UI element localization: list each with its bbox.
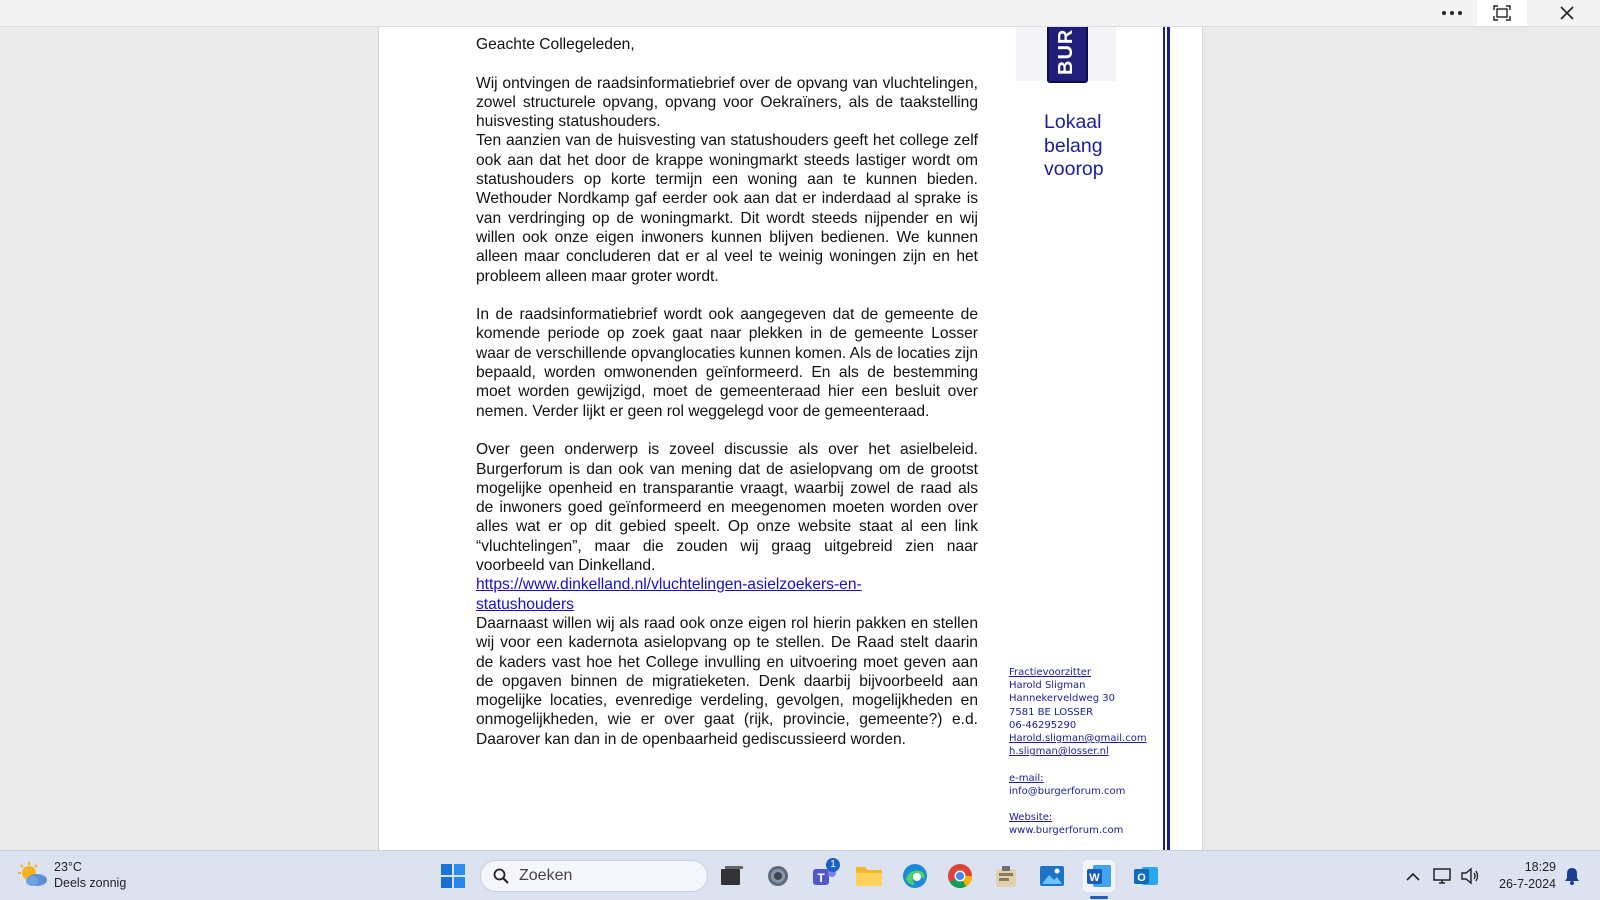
restore-button[interactable] xyxy=(1477,0,1527,26)
photos-icon xyxy=(1039,864,1065,888)
show-hidden-icons-button[interactable] xyxy=(1401,860,1425,892)
window-titlebar xyxy=(0,0,1600,27)
document-page[interactable] xyxy=(378,27,1203,850)
search-icon xyxy=(493,868,509,884)
task-view-icon xyxy=(720,865,744,887)
logo-text: BUR xyxy=(1055,28,1077,75)
paragraph-framework: Daarnaast willen wij als raad ook onze eigen rol hierin pakken en stellen wij voor een kadernota asielopvang op te stellen. De Raad stelt daarin de kaders vast hoe het College invulling en uitvoering moet geven aan de opgaven binnen de migratieketen. Denk daarbij bijvoorbeeld aan mogelijke locaties, evenredige verdeling, gevolgen, mogelijkheden en onmogelijkheden, wie er over gaat (rijk, provincie, gemeente?) e.d. Daarover kan dan in de openbaarheid gediscussieerd worden. xyxy=(476,614,978,748)
word-app[interactable] xyxy=(1083,860,1115,892)
windows-icon xyxy=(440,863,466,889)
edge-icon xyxy=(902,863,928,889)
taskbar xyxy=(0,850,1600,900)
weather-widget[interactable] xyxy=(18,859,126,891)
bell-icon xyxy=(1564,867,1580,885)
svg-text:W: W xyxy=(1089,872,1100,884)
speaker-icon xyxy=(1460,867,1480,885)
contact-email-gmail[interactable]: Harold.sligman@gmail.com xyxy=(1009,733,1147,745)
email-label: e-mail: xyxy=(1009,772,1044,784)
svg-text:O: O xyxy=(1137,872,1146,884)
contact-street: Hannekerveldweg 30 xyxy=(1009,693,1115,705)
outlook-icon xyxy=(1133,863,1159,889)
folder-icon xyxy=(855,864,883,888)
contact-city: 7581 BE LOSSER xyxy=(1009,706,1094,718)
chrome-app[interactable] xyxy=(944,860,976,892)
active-app-indicator xyxy=(1090,896,1108,899)
contact-role: Fractievoorzitter xyxy=(1009,667,1092,678)
file-explorer-app[interactable] xyxy=(853,860,885,892)
search-input[interactable] xyxy=(519,867,689,885)
slogan-line: Lokaal xyxy=(1044,111,1102,133)
gear-icon xyxy=(765,863,791,889)
slogan xyxy=(1044,111,1104,182)
website-label: Website: xyxy=(1009,812,1053,824)
restore-window-icon xyxy=(1493,5,1511,21)
greeting: Geachte Collegeleden, xyxy=(476,36,635,53)
edge-app[interactable] xyxy=(899,860,931,892)
close-icon xyxy=(1560,6,1574,20)
slogan-line: voorop xyxy=(1044,158,1104,180)
photos-app[interactable] xyxy=(1036,860,1068,892)
notifications-button[interactable] xyxy=(1560,860,1584,892)
paragraph-intro: Wij ontvingen de raadsinformatiebrief over de opvang van vluchtelingen, zowel structurele opvang, opvang voor Oekraïners, als de taakstelling huisvesting statushouders. xyxy=(476,74,978,131)
paragraph-locations: In de raadsinformatiebrief wordt ook aangegeven dat de gemeente de komende periode op zoek gaat naar plekken in de gemeente Losser waar de verschillende opvanglocaties kunnen komen. Als de locaties zijn bepaald, worden omwonenden geïnformeerd. En als de bestemming moet worden gewijzigd, moet de gemeenteraad hier een besluit over nemen. Verder lijkt er geen rol weggelegd voor de gemeenteraad. xyxy=(476,306,978,420)
dinkelland-link[interactable] xyxy=(476,575,978,614)
weather-temperature: 23°C xyxy=(54,860,82,874)
contact-name: Harold Sligman xyxy=(1009,680,1086,692)
dinkelland-link-line1[interactable]: https://www.dinkelland.nl/vluchtelingen-asielzoekers-en- xyxy=(476,576,862,594)
email-value: info@burgerforum.com xyxy=(1009,785,1126,797)
contact-block xyxy=(1009,666,1147,838)
chevron-up-icon xyxy=(1406,872,1420,881)
teams-app[interactable] xyxy=(808,860,840,892)
more-horizontal-icon xyxy=(1441,10,1463,16)
system-clock[interactable] xyxy=(1494,859,1556,893)
slogan-line: belang xyxy=(1044,134,1103,157)
paragraph-asylum-policy: Over geen onderwerp is zoveel discussie als over het asielbeleid. Burgerforum is dan ook van mening dat de asielopvang om de grootst mogelijke openheid en transparantie vraagt, waarbij zowel de raad als de inwoners goed geïnformeerd en meegenomen moeten worden over alles wat er op dit gebied speelt. Op onze website staat al een link “vluchtelingen”, maar die zouden wij graag uitgebreid zien naar voorbeeld van Dinkelland. xyxy=(476,441,978,575)
partly-sunny-icon xyxy=(18,862,48,888)
start-button[interactable] xyxy=(437,860,469,892)
clock-date: 26-7-2024 xyxy=(1499,877,1556,891)
network-icon xyxy=(1433,867,1453,885)
task-view-button[interactable] xyxy=(716,860,748,892)
taskbar-search[interactable] xyxy=(480,860,708,892)
clipboard-icon xyxy=(993,863,1019,889)
settings-app[interactable] xyxy=(762,860,794,892)
paragraph-housing: Ten aanzien van de huisvesting van statushouders geeft het college zelf ook aan dat het door de krappe woningmarkt steeds lastiger wordt om statushouders op korte termijn een woning aan te kunnen bieden. Wethouder Nordkamp gaf eerder ook aan dat er inderdaad al sprake is van verdringing op de woningmarkt. Dit wordt steeds nijpender en wij willen ook onze eigen inwoners kunnen blijven bedienen. We kunnen alleen maar concluderen dat er al veel te weinig woningen zijn en het probleem alleen maar groter wordt. xyxy=(476,132,978,285)
sidebar-rule xyxy=(1167,27,1170,850)
svg-text:T: T xyxy=(817,871,825,885)
dinkelland-link-line2[interactable]: statushouders xyxy=(476,595,574,613)
close-button[interactable] xyxy=(1542,0,1592,26)
network-button[interactable] xyxy=(1430,860,1456,892)
contact-phone: 06-46295290 xyxy=(1009,719,1077,731)
outlook-app[interactable] xyxy=(1130,860,1162,892)
letter-body xyxy=(476,35,978,749)
website-value: www.burgerforum.com xyxy=(1009,825,1124,837)
sidebar-rule xyxy=(1163,27,1165,850)
contact-email-losser[interactable]: h.sligman@losser.nl xyxy=(1009,746,1109,758)
chrome-icon xyxy=(947,863,973,889)
snipping-tool-app[interactable] xyxy=(990,860,1022,892)
teams-badge: 1 xyxy=(826,858,840,872)
word-icon xyxy=(1086,863,1112,889)
more-options-button[interactable] xyxy=(1427,0,1477,26)
volume-button[interactable] xyxy=(1458,860,1482,892)
weather-description: Deels zonnig xyxy=(54,876,127,890)
clock-time: 18:29 xyxy=(1524,860,1556,874)
